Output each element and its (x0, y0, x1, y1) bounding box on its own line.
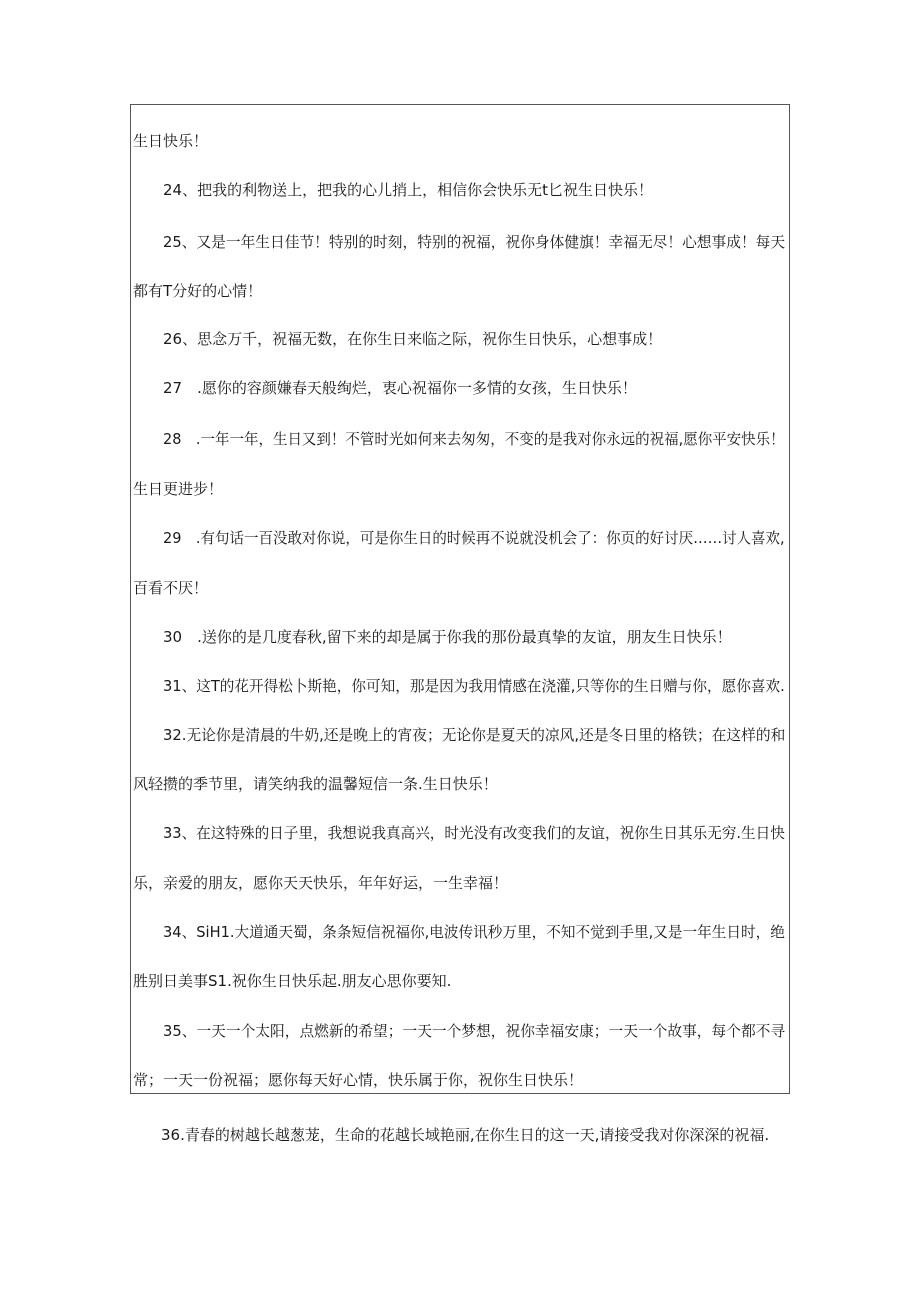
text-line-20: 常；一天一份祝福；愿你每天好心情，快乐属于你，祝你生日快乐！ (133, 1071, 584, 1089)
text-line-10: 百看不厌！ (133, 579, 209, 597)
text-line-8: 生日更进步！ (133, 480, 224, 498)
text-line-15: 33、在这特殊的日子里，我想说我真高兴，时光没有改变我们的友谊，祝你生日其乐无穷.生日快 (163, 824, 785, 842)
text-line-9: 29 .有句话一百没敢对你说，可是你生日的时候再不说就没机会了：你页的好讨厌……讨人喜欢, (163, 529, 785, 547)
text-line-18: 胜别日美事S1.祝你生日快乐起.朋友心思你要知. (133, 972, 452, 990)
text-line-17: 34、SiH1.大道通天蜀，条条短信祝福你,电波传讯秒万里，不知不觉到手里,又是一年生日时，绝 (163, 923, 785, 941)
text-line-7: 28 .一年一年，生日又到！不管时光如何来去匆匆，不变的是我对你永远的祝福,愿你平安快乐！ (163, 430, 785, 448)
text-line-13: 32.无论你是清晨的牛奶,还是晚上的宵夜；无论你是夏天的凉风,还是冬日里的格铁；在这样的和 (163, 726, 786, 744)
text-line-16: 乐，亲爱的朋友，愿你天天快乐，年年好运，一生幸福！ (133, 874, 509, 892)
text-line-2: 24、把我的利物送上，把我的心儿捎上，相信你会快乐无t匕祝生日快乐！ (163, 181, 653, 199)
text-line-19: 35、一天一个太阳，点燃新的希望；一天一个梦想，祝你幸福安康；一天一个故事，每个都不寻 (163, 1022, 786, 1040)
text-line-12: 31、这T的花开得松卜斯艳，你可知，那是因为我用情感在浇灌,只等你的生日赠与你，愿你喜欢. (163, 677, 785, 695)
text-line-3: 25、又是一年生日佳节！特别的时刻，特别的祝福，祝你身体健旗！幸福无尽！心想事成！每天 (163, 233, 786, 251)
text-line-outside: 36.青春的树越长越葱茏，生命的花越长域艳丽,在你生日的这一天,请接受我对你深深的祝福. (161, 1126, 770, 1144)
text-line-14: 风轻攒的季节里，请笑纳我的温馨短信一条.生日快乐！ (133, 775, 498, 793)
text-line-1: 生日快乐！ (133, 132, 209, 150)
text-line-4: 都有T分好的心情！ (133, 282, 263, 300)
text-line-5: 26、思念万千，祝福无数，在你生日来临之际，祝你生日快乐，心想事成！ (163, 330, 663, 348)
text-line-6: 27 .愿你的容颜嫌春天般绚烂，衷心祝福你一多情的女孩，生日快乐！ (163, 379, 637, 397)
content-frame (130, 104, 790, 1094)
text-line-11: 30 .送你的是几度春秋,留下来的却是属于你我的那份最真挚的友谊，朋友生日快乐！ (163, 628, 732, 646)
